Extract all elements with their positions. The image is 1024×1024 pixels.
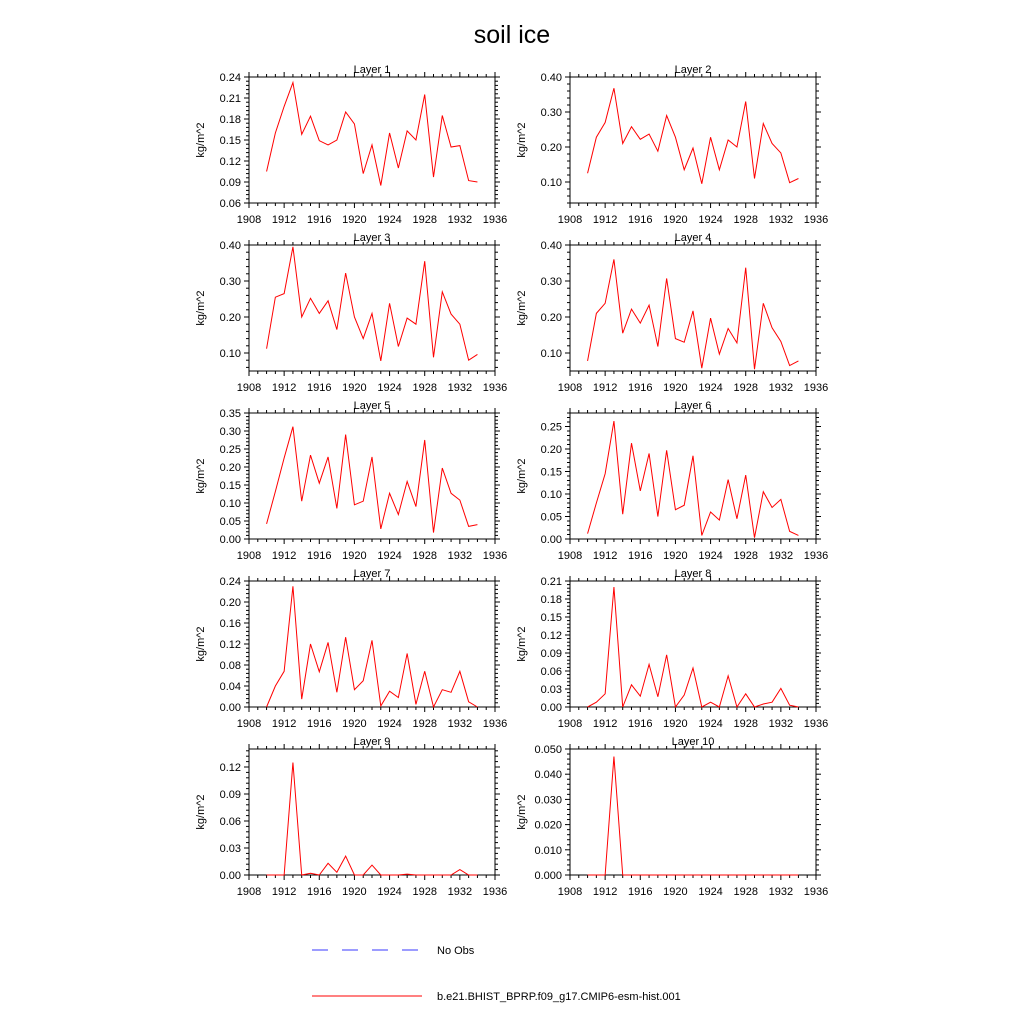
panel-layer-6	[516, 400, 828, 562]
y-tick-label: 0.30	[219, 426, 241, 438]
x-tick-label: 1936	[803, 382, 829, 394]
y-tick-label: 0.00	[219, 870, 241, 882]
y-tick-label: 0.08	[219, 660, 241, 672]
y-tick-label: 0.15	[540, 612, 562, 624]
y-tick-label: 0.10	[540, 489, 562, 501]
panel-layer-10	[516, 736, 828, 898]
y-tick-label: 0.12	[540, 630, 562, 642]
y-axis-label: kg/m^2	[516, 122, 528, 158]
y-tick-label: 0.05	[540, 511, 562, 524]
x-tick-label: 1912	[271, 214, 297, 226]
y-tick-label: 0.040	[534, 769, 562, 782]
x-tick-label: 1908	[236, 382, 262, 394]
x-tick-label: 1924	[698, 886, 723, 898]
x-tick-label: 1936	[482, 550, 508, 562]
x-tick-label: 1932	[447, 550, 473, 562]
x-tick-label: 1928	[412, 718, 437, 730]
x-tick-label: 1936	[482, 214, 508, 226]
x-tick-label: 1936	[803, 550, 829, 562]
x-tick-label: 1924	[698, 214, 723, 226]
x-tick-label: 1936	[482, 382, 508, 394]
x-tick-label: 1932	[768, 382, 794, 394]
x-tick-label: 1908	[557, 214, 583, 226]
y-tick-label: 0.20	[540, 142, 562, 154]
panel-layer-2	[516, 64, 828, 226]
x-tick-label: 1936	[803, 214, 829, 226]
x-tick-label: 1936	[803, 718, 829, 730]
y-tick-label: 0.06	[540, 666, 562, 678]
x-tick-label: 1908	[236, 550, 262, 562]
y-axis-label: kg/m^2	[195, 458, 207, 494]
y-tick-label: 0.20	[219, 312, 241, 324]
panel-title: Layer 4	[674, 232, 712, 244]
panel-title: Layer 5	[353, 400, 391, 412]
x-tick-label: 1932	[768, 886, 794, 898]
series-line-model	[267, 586, 478, 707]
figure-title: soil ice	[473, 21, 551, 49]
y-axis-label: kg/m^2	[516, 626, 528, 662]
panel-title: Layer 8	[674, 568, 712, 580]
x-tick-label: 1924	[377, 718, 402, 730]
y-tick-label: 0.00	[540, 534, 562, 546]
y-tick-label: 0.010	[534, 844, 562, 857]
plot-frame	[570, 77, 816, 203]
x-tick-label: 1924	[377, 886, 402, 898]
y-tick-label: 0.020	[534, 819, 562, 832]
legend	[312, 945, 681, 1003]
x-tick-label: 1920	[663, 382, 688, 394]
x-tick-label: 1916	[307, 718, 332, 730]
panel-layer-1	[195, 64, 507, 226]
x-tick-label: 1920	[342, 718, 367, 730]
x-tick-label: 1908	[557, 718, 583, 730]
x-tick-label: 1928	[412, 886, 437, 898]
y-tick-label: 0.00	[219, 702, 241, 714]
y-tick-label: 0.06	[219, 816, 241, 828]
y-tick-label: 0.15	[540, 466, 562, 479]
plot-frame	[570, 581, 816, 707]
y-tick-label: 0.18	[540, 594, 562, 606]
x-tick-label: 1920	[663, 718, 688, 730]
x-tick-label: 1920	[342, 382, 367, 394]
y-tick-label: 0.12	[219, 639, 241, 651]
y-tick-label: 0.15	[219, 480, 241, 492]
y-tick-label: 0.030	[534, 794, 562, 807]
series-line-model	[588, 587, 799, 707]
panel-grid	[195, 64, 828, 898]
plot-frame	[570, 413, 816, 539]
legend-label-no-obs: No Obs	[437, 945, 475, 957]
panel-title: Layer 1	[353, 64, 391, 76]
series-line-model	[588, 757, 799, 875]
x-tick-label: 1916	[307, 382, 332, 394]
series-line-model	[267, 83, 478, 186]
x-tick-label: 1928	[733, 214, 758, 226]
x-tick-label: 1932	[447, 382, 473, 394]
x-tick-label: 1912	[592, 718, 618, 730]
x-tick-label: 1916	[628, 718, 653, 730]
panel-title: Layer 2	[674, 64, 712, 76]
panel-layer-4	[516, 232, 828, 394]
x-tick-label: 1932	[768, 550, 794, 562]
series-line-model	[588, 259, 799, 369]
x-tick-label: 1924	[377, 550, 402, 562]
x-tick-label: 1928	[412, 550, 437, 562]
x-tick-label: 1908	[557, 382, 583, 394]
y-tick-label: 0.05	[219, 516, 241, 528]
x-tick-label: 1924	[698, 718, 723, 730]
x-tick-label: 1908	[557, 886, 583, 898]
x-tick-label: 1908	[236, 886, 262, 898]
x-tick-label: 1912	[271, 550, 297, 562]
y-tick-label: 0.20	[540, 312, 562, 324]
plot-frame	[249, 245, 495, 371]
y-axis-label: kg/m^2	[195, 626, 207, 662]
y-tick-label: 0.04	[219, 681, 241, 693]
y-tick-label: 0.30	[219, 276, 241, 288]
y-tick-label: 0.20	[219, 462, 241, 474]
x-tick-label: 1920	[342, 214, 367, 226]
x-tick-label: 1932	[768, 214, 794, 226]
y-tick-label: 0.10	[540, 177, 562, 189]
panel-title: Layer 3	[353, 232, 391, 244]
plot-frame	[249, 77, 495, 203]
x-tick-label: 1920	[342, 886, 367, 898]
x-tick-label: 1908	[557, 550, 583, 562]
y-tick-label: 0.16	[219, 618, 241, 630]
y-tick-label: 0.30	[540, 107, 562, 119]
x-tick-label: 1924	[698, 550, 723, 562]
x-tick-label: 1932	[447, 214, 473, 226]
x-tick-label: 1932	[768, 718, 794, 730]
series-line-model	[267, 427, 478, 533]
plot-frame	[249, 413, 495, 539]
series-line-model	[267, 763, 478, 876]
y-tick-label: 0.10	[219, 498, 241, 510]
x-tick-label: 1916	[628, 550, 653, 562]
x-tick-label: 1920	[663, 550, 688, 562]
panel-layer-5	[195, 400, 507, 562]
y-tick-label: 0.24	[219, 72, 241, 84]
y-tick-label: 0.15	[219, 135, 241, 147]
y-axis-label: kg/m^2	[516, 458, 528, 494]
x-tick-label: 1936	[482, 718, 508, 730]
panel-title: Layer 9	[353, 736, 391, 748]
x-tick-label: 1920	[663, 886, 688, 898]
y-tick-label: 0.20	[540, 444, 562, 456]
x-tick-label: 1916	[628, 886, 653, 898]
x-tick-label: 1912	[592, 550, 618, 562]
x-tick-label: 1916	[628, 214, 653, 226]
x-tick-label: 1916	[628, 382, 653, 394]
y-tick-label: 0.06	[219, 198, 241, 210]
x-tick-label: 1908	[236, 718, 262, 730]
y-tick-label: 0.09	[219, 177, 241, 189]
y-tick-label: 0.10	[540, 348, 562, 360]
y-tick-label: 0.09	[219, 789, 241, 801]
y-tick-label: 0.050	[534, 744, 562, 756]
x-tick-label: 1932	[447, 718, 473, 730]
panel-layer-3	[195, 232, 507, 394]
y-axis-label: kg/m^2	[195, 794, 207, 830]
y-axis-label: kg/m^2	[516, 290, 528, 326]
y-tick-label: 0.18	[219, 114, 241, 126]
y-axis-label: kg/m^2	[516, 794, 528, 830]
y-tick-label: 0.09	[540, 648, 562, 660]
y-tick-label: 0.03	[219, 843, 241, 855]
x-tick-label: 1912	[592, 382, 618, 394]
y-tick-label: 0.21	[219, 93, 241, 105]
panel-layer-8	[516, 568, 828, 730]
y-tick-label: 0.25	[219, 444, 241, 456]
x-tick-label: 1912	[592, 214, 618, 226]
x-tick-label: 1912	[271, 886, 297, 898]
x-tick-label: 1924	[377, 214, 402, 226]
y-tick-label: 0.10	[219, 348, 241, 360]
x-tick-label: 1928	[412, 382, 437, 394]
y-tick-label: 0.12	[219, 762, 241, 774]
x-tick-label: 1936	[482, 886, 508, 898]
panel-layer-9	[195, 736, 507, 898]
x-tick-label: 1912	[592, 886, 618, 898]
x-tick-label: 1920	[663, 214, 688, 226]
x-tick-label: 1928	[733, 382, 758, 394]
y-tick-label: 0.21	[540, 576, 562, 588]
y-tick-label: 0.40	[219, 240, 241, 252]
x-tick-label: 1912	[271, 382, 297, 394]
x-tick-label: 1928	[733, 718, 758, 730]
y-tick-label: 0.000	[534, 870, 562, 882]
x-tick-label: 1924	[698, 382, 723, 394]
plot-frame	[570, 245, 816, 371]
x-tick-label: 1916	[307, 550, 332, 562]
y-tick-label: 0.00	[219, 534, 241, 546]
y-tick-label: 0.25	[540, 421, 562, 434]
panel-title: Layer 6	[674, 400, 712, 412]
x-tick-label: 1908	[236, 214, 262, 226]
y-tick-label: 0.12	[219, 156, 241, 168]
y-tick-label: 0.03	[540, 684, 562, 696]
series-line-model	[267, 247, 478, 361]
y-tick-label: 0.00	[540, 702, 562, 714]
y-tick-label: 0.20	[219, 597, 241, 609]
y-tick-label: 0.30	[540, 276, 562, 288]
x-tick-label: 1928	[733, 550, 758, 562]
series-line-model	[588, 88, 799, 184]
x-tick-label: 1932	[447, 886, 473, 898]
panel-layer-7	[195, 568, 507, 730]
y-axis-label: kg/m^2	[195, 290, 207, 326]
panel-title: Layer 7	[353, 568, 391, 580]
x-tick-label: 1936	[803, 886, 829, 898]
y-tick-label: 0.35	[219, 408, 241, 420]
x-tick-label: 1928	[733, 886, 758, 898]
x-tick-label: 1928	[412, 214, 437, 226]
x-tick-label: 1916	[307, 214, 332, 226]
legend-label-model: b.e21.BHIST_BPRP.f09_g17.CMIP6-esm-hist.001	[437, 991, 681, 1003]
y-tick-label: 0.40	[540, 240, 562, 252]
y-tick-label: 0.24	[219, 576, 241, 588]
series-line-model	[588, 421, 799, 538]
y-tick-label: 0.40	[540, 72, 562, 84]
x-tick-label: 1912	[271, 718, 297, 730]
x-tick-label: 1916	[307, 886, 332, 898]
x-tick-label: 1920	[342, 550, 367, 562]
x-tick-label: 1924	[377, 382, 402, 394]
panel-title: Layer 10	[671, 736, 715, 748]
y-axis-label: kg/m^2	[195, 122, 207, 158]
